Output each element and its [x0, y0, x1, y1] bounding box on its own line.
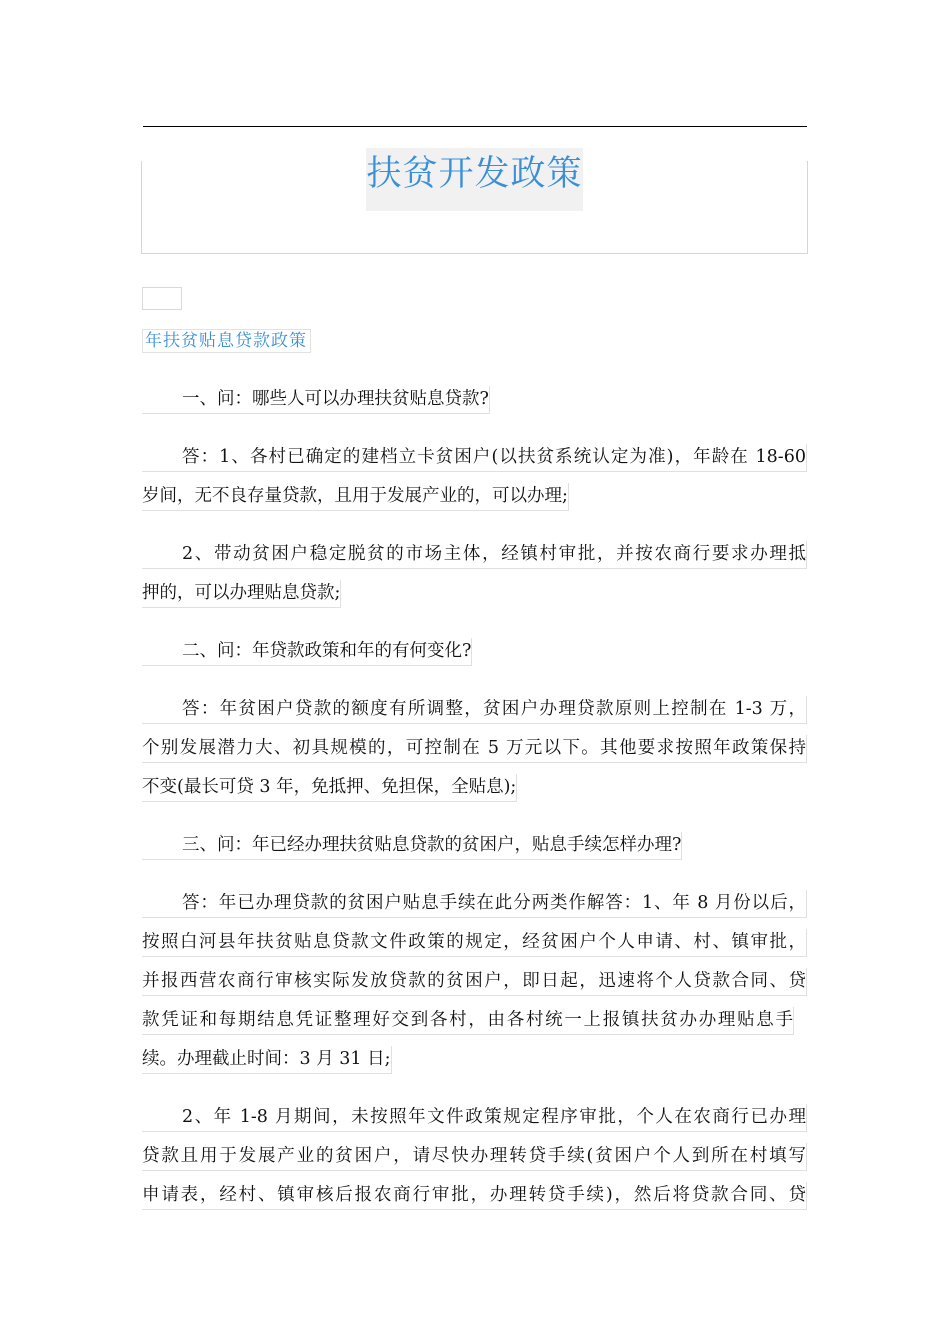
answer-5-line-3: 申请表，经村、镇审核后报农商行审批，办理转贷手续)，然后将贷款合同、贷: [142, 1182, 807, 1210]
answer-3-line-3: 不变(最长可贷 3 年，免抵押、免担保，全贴息);: [142, 774, 517, 802]
answer-5-line-2: 贷款且用于发展产业的贫困户，请尽快办理转贷手续(贫困户个人到所在村填写: [142, 1143, 807, 1171]
header-rule: [143, 126, 807, 127]
answer-5-line-1: 2、年 1-8 月期间，未按照年文件政策规定程序审批，个人在农商行已办理: [142, 1104, 807, 1132]
question-1: 一、问：哪些人可以办理扶贫贴息贷款?: [142, 386, 490, 414]
question-2: 二、问：年贷款政策和年的有何变化?: [142, 638, 472, 666]
answer-4-line-4: 款凭证和每期结息凭证整理好交到各村，由各村统一上报镇扶贫办办理贴息手: [142, 1007, 794, 1035]
document-title: 扶贫开发政策: [366, 148, 583, 211]
answer-4-line-1: 答：年已办理贷款的贫困户贴息手续在此分两类作解答：1、年 8 月份以后，: [142, 890, 807, 918]
answer-1-line-1: 答：1、各村已确定的建档立卡贫困户(以扶贫系统认定为准)，年龄在 18-60: [142, 444, 807, 472]
question-3: 三、问：年已经办理扶贫贴息贷款的贫困户，贴息手续怎样办理?: [142, 832, 682, 860]
answer-1-line-2: 岁间，无不良存量贷款，且用于发展产业的，可以办理;: [142, 483, 569, 511]
answer-2-line-2: 押的，可以办理贴息贷款;: [142, 580, 341, 608]
answer-4-line-5: 续。办理截止时间：3 月 31 日;: [142, 1046, 392, 1074]
answer-3-line-1: 答：年贫困户贷款的额度有所调整，贫困户办理贷款原则上控制在 1-3 万，: [142, 696, 807, 724]
empty-box: [142, 287, 182, 310]
answer-2-line-1: 2、带动贫困户稳定脱贫的市场主体，经镇村审批，并按农商行要求办理抵: [142, 541, 807, 569]
answer-3-line-2: 个别发展潜力大、初具规模的，可控制在 5 万元以下。其他要求按照年政策保持: [142, 735, 807, 763]
answer-4-line-3: 并报西营农商行审核实际发放贷款的贫困户，即日起，迅速将个人贷款合同、贷: [142, 968, 807, 996]
answer-4-line-2: 按照白河县年扶贫贴息贷款文件政策的规定，经贫困户个人申请、村、镇审批，: [142, 929, 807, 957]
section-subtitle: 年扶贫贴息贷款政策: [142, 329, 311, 353]
